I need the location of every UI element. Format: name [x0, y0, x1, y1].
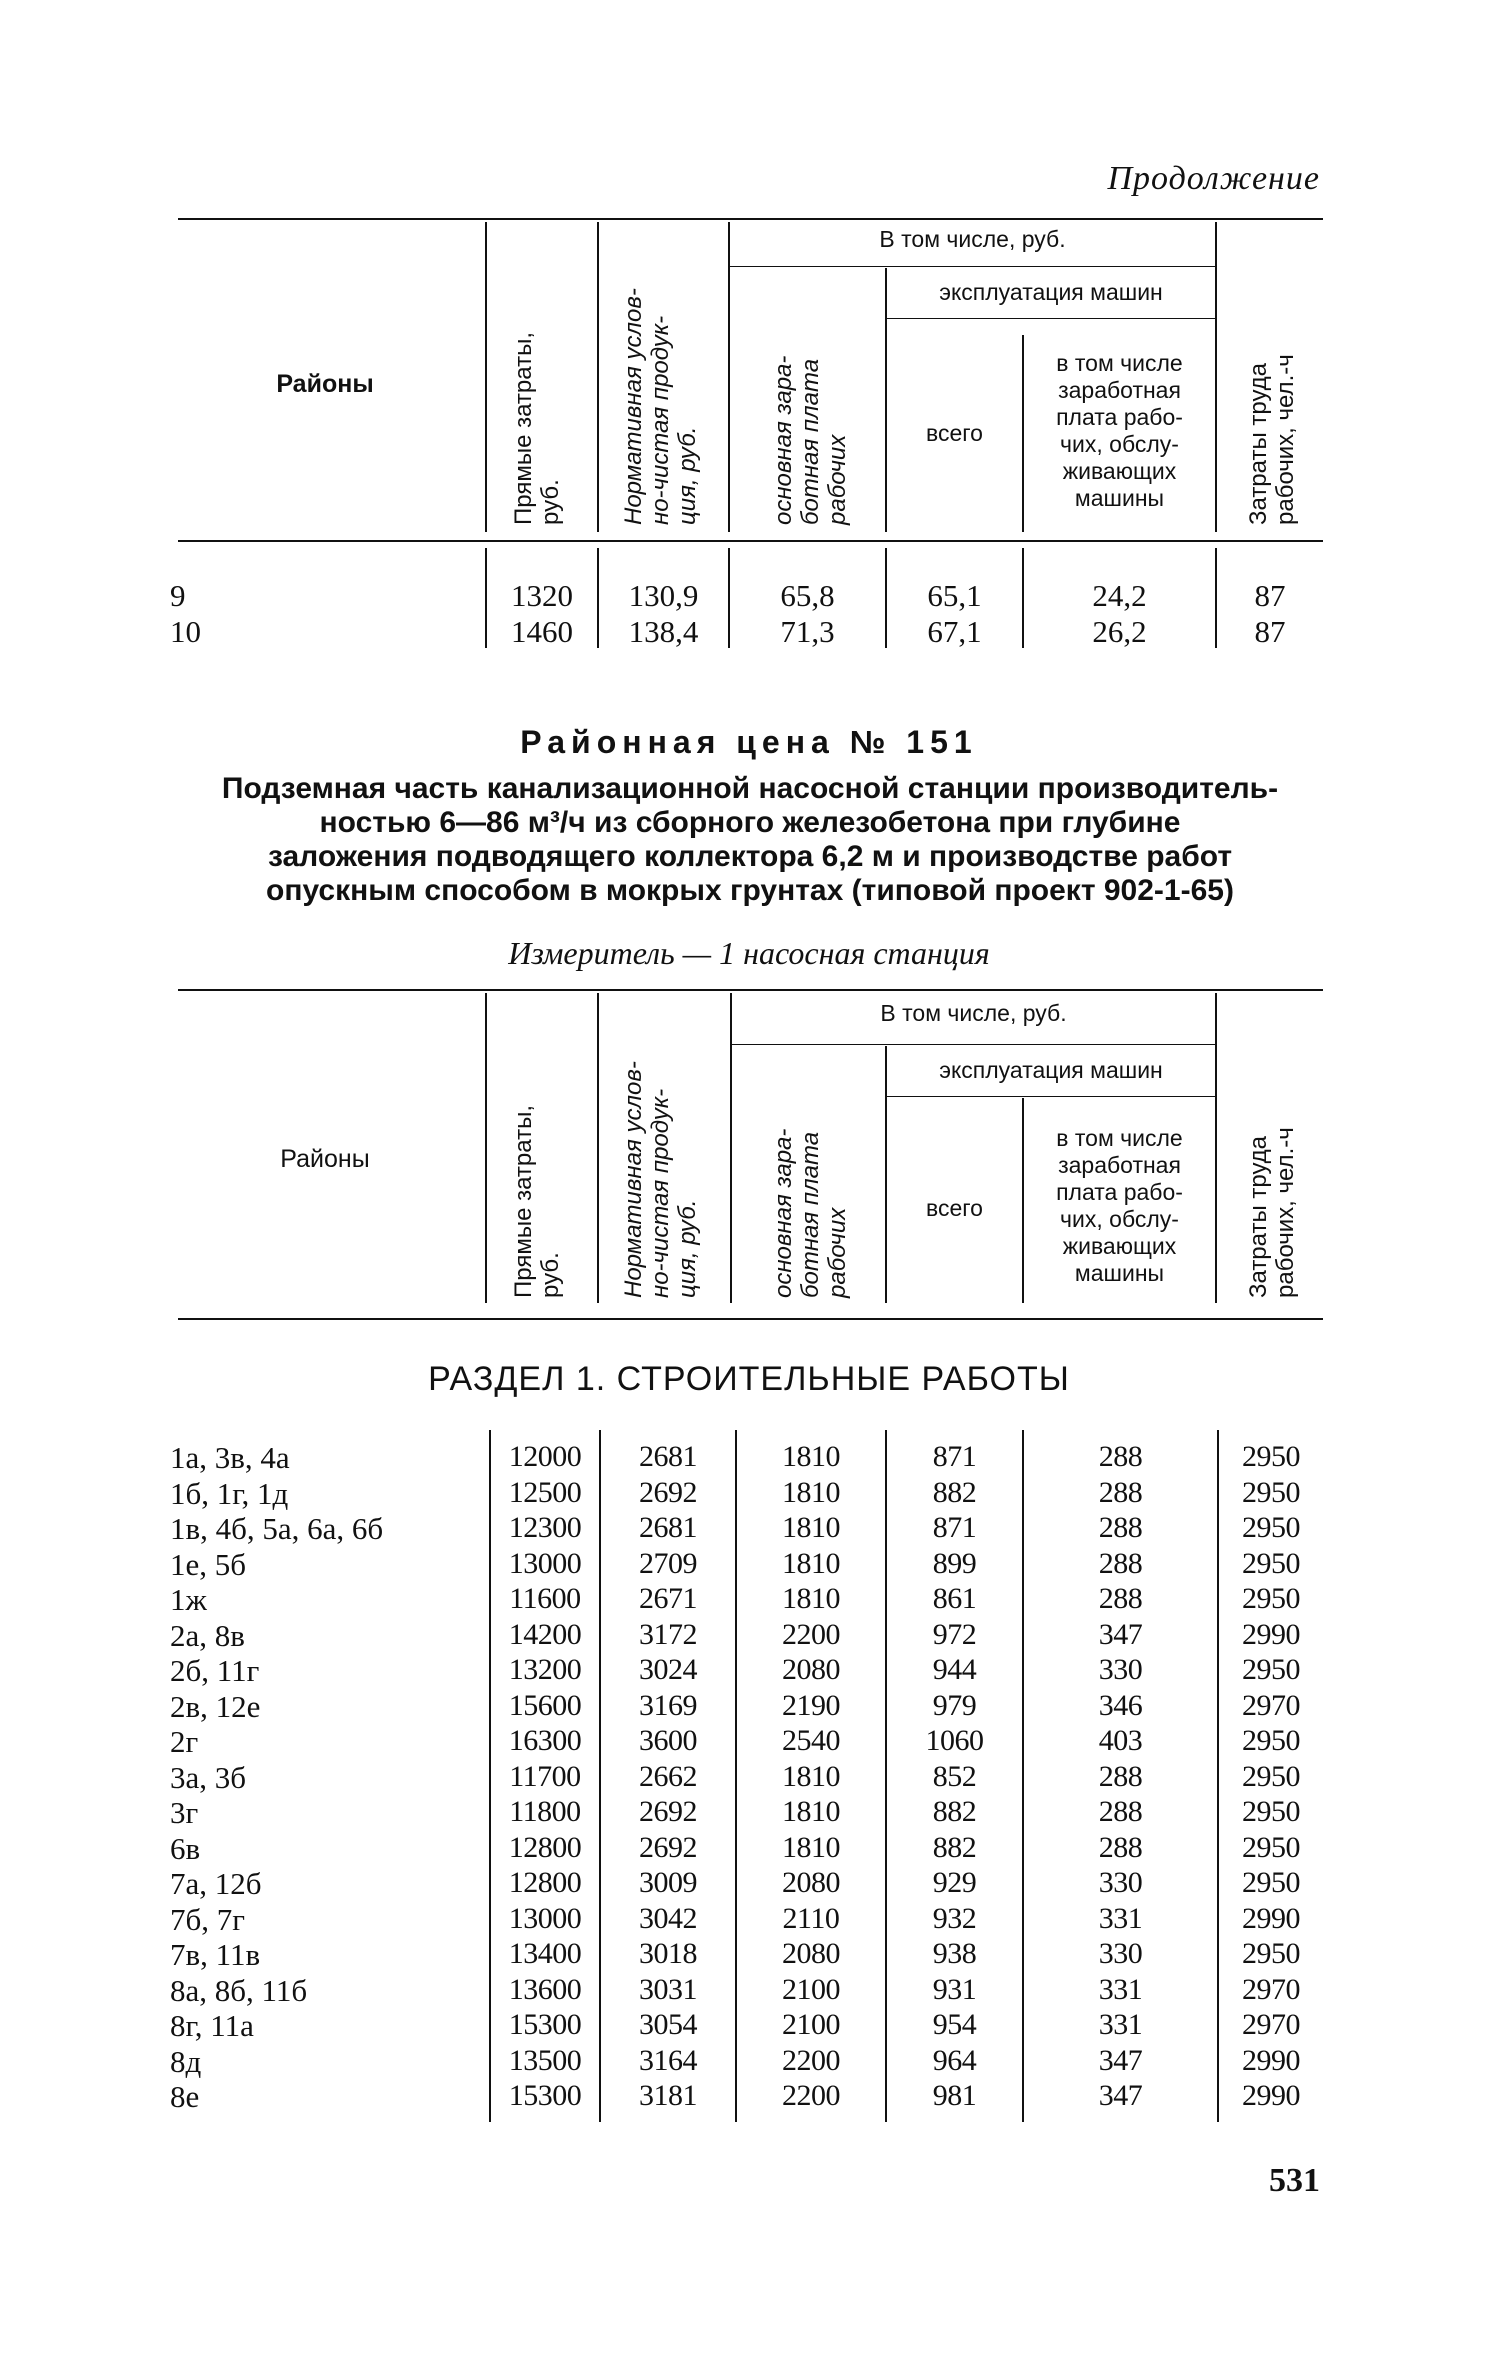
header-labor-costs: Затраты труда рабочих, чел.-ч — [1245, 1127, 1299, 1298]
wages-cell: 2200 — [782, 2043, 840, 2077]
district-cell: 2а, 8в — [170, 1617, 245, 1653]
wages-cell: 2100 — [782, 2008, 840, 2041]
machines-cell: 931 — [932, 1972, 977, 2006]
table2-group-rule — [732, 1044, 1215, 1045]
normative-cell: 2692 — [639, 1830, 697, 1864]
normative-cell: 3169 — [639, 1688, 697, 1722]
header-incl: В том числе, руб. — [880, 1000, 1067, 1026]
header-machine-operation: эксплуатация машин — [939, 279, 1163, 305]
wages-cell: 65,8 — [780, 578, 835, 613]
district-cell: 2в, 12е — [170, 1688, 261, 1724]
direct-cell: 13600 — [508, 1972, 582, 2006]
normative-cell: 138,4 — [628, 614, 699, 649]
header-base-wages: основная зара- ботная плата рабочих — [770, 1128, 851, 1298]
machines-cell: 954 — [932, 2008, 977, 2041]
district-cell: 10 — [170, 614, 201, 649]
direct-cell: 12800 — [508, 1830, 582, 1864]
machine-wages-cell: 347 — [1098, 2043, 1143, 2077]
wages-cell: 1810 — [782, 1475, 840, 1509]
header-total: всего — [926, 1195, 983, 1221]
direct-cell: 1320 — [511, 578, 573, 613]
district-cell: 7в, 11в — [170, 1937, 261, 1972]
header-rayony: Районы — [280, 1145, 370, 1173]
machine-wages-cell: 403 — [1098, 1724, 1143, 1757]
district-cell: 8д — [170, 2043, 202, 2079]
machine-wages-cell: 330 — [1098, 1937, 1143, 1970]
machine-wages-cell: 330 — [1098, 1653, 1143, 1686]
direct-cell: 13000 — [508, 1546, 582, 1580]
table1-col-rule — [597, 222, 599, 532]
direct-cell: 13400 — [508, 1937, 582, 1970]
wages-cell: 2200 — [782, 1617, 840, 1651]
labor-cell: 2950 — [1242, 1830, 1300, 1864]
subtitle-line: заложения подводящего коллектора 6,2 м и производстве работ — [267, 840, 1233, 873]
header-labor-costs: Затраты труда рабочих, чел.-ч — [1245, 354, 1299, 525]
labor-cell: 2970 — [1242, 2008, 1300, 2041]
header-base-wages: основная зара- ботная плата рабочих — [770, 355, 851, 525]
header-machine-wages: в том числе заработная плата рабо- чих, обслу- живающих машины — [1056, 1125, 1183, 1286]
normative-cell: 3024 — [639, 1653, 697, 1686]
direct-cell: 16300 — [508, 1724, 582, 1757]
machine-wages-cell: 331 — [1098, 1972, 1143, 2006]
table1-col-rule — [885, 268, 887, 532]
machines-cell: 67,1 — [927, 614, 982, 649]
direct-cell: 11700 — [509, 1759, 581, 1793]
labor-cell: 2970 — [1242, 1688, 1300, 1722]
direct-cell: 12300 — [508, 1511, 582, 1544]
direct-cell: 12500 — [508, 1475, 582, 1509]
machine-wages-cell: 331 — [1098, 2008, 1143, 2041]
normative-cell: 3042 — [639, 1901, 697, 1935]
direct-cell: 15300 — [508, 2008, 582, 2041]
table1-col-rule — [728, 222, 730, 532]
district-cell: 2б, 11г — [170, 1653, 260, 1688]
labor-cell: 2950 — [1242, 1475, 1300, 1509]
machines-cell: 882 — [932, 1795, 977, 1828]
header-direct-costs: Прямые затраты, руб. — [510, 332, 564, 525]
continuation-label: Продолжение — [1107, 160, 1320, 197]
district-cell: 8е — [170, 2079, 200, 2114]
machines-cell: 981 — [932, 2079, 977, 2112]
machine-wages-cell: 288 — [1098, 1830, 1143, 1864]
normative-cell: 3018 — [639, 1937, 697, 1970]
labor-cell: 2950 — [1242, 1937, 1300, 1970]
labor-cell: 2950 — [1242, 1866, 1300, 1899]
price-subtitle — [160, 772, 1340, 908]
machines-cell: 929 — [932, 1866, 977, 1899]
direct-cell: 12800 — [508, 1866, 582, 1899]
subtitle-line: Подземная часть канализационной насосной станции производитель- — [221, 772, 1279, 805]
district-cell: 1в, 4б, 5а, 6а, 6б — [170, 1511, 384, 1546]
table1-header-bottom-rule — [178, 540, 1323, 542]
normative-cell: 3054 — [639, 2008, 697, 2041]
machines-cell: 852 — [932, 1759, 977, 1793]
table2-col-rule — [597, 993, 599, 1303]
direct-cell: 13000 — [508, 1901, 582, 1935]
price-title: Районная цена № 151 — [520, 724, 978, 760]
wages-cell: 1810 — [782, 1795, 840, 1828]
district-cell: 9 — [170, 578, 186, 613]
direct-cell: 11600 — [509, 1582, 581, 1615]
normative-cell: 2681 — [639, 1440, 697, 1473]
section-title: РАЗДЕЛ 1. СТРОИТЕЛЬНЫЕ РАБОТЫ — [428, 1360, 1070, 1398]
wages-cell: 1810 — [782, 1440, 840, 1473]
table2-top-rule — [178, 989, 1323, 991]
labor-cell: 2950 — [1242, 1795, 1300, 1828]
header-incl: В том числе, руб. — [879, 226, 1066, 252]
normative-cell: 3164 — [639, 2043, 697, 2077]
normative-cell: 3031 — [639, 1972, 697, 2006]
labor-cell: 2990 — [1242, 1617, 1300, 1651]
wages-cell: 2110 — [782, 1901, 840, 1935]
district-cell: 3а, 3б — [170, 1759, 247, 1795]
machines-cell: 944 — [932, 1653, 977, 1686]
direct-cell: 15300 — [508, 2079, 582, 2112]
district-cell: 1ж — [170, 1582, 207, 1617]
machines-cell: 899 — [932, 1546, 977, 1580]
district-cell: 2г — [170, 1724, 199, 1759]
machines-cell: 964 — [932, 2043, 977, 2077]
wages-cell: 2190 — [782, 1688, 840, 1722]
labor-cell: 2950 — [1242, 1653, 1300, 1686]
machines-cell: 972 — [932, 1617, 977, 1651]
machine-wages-cell: 330 — [1098, 1866, 1143, 1899]
wages-cell: 2080 — [782, 1937, 840, 1970]
district-cell: 1а, 3в, 4а — [170, 1440, 290, 1475]
normative-cell: 2671 — [639, 1582, 697, 1615]
district-cell: 8г, 11а — [170, 2008, 254, 2043]
normative-cell: 3172 — [639, 1617, 697, 1651]
machine-wages-cell: 347 — [1098, 1617, 1143, 1651]
header-normative-production: Нормативная услов- но-чистая продук- ция, руб. — [620, 288, 701, 525]
machines-cell: 979 — [932, 1688, 977, 1722]
machines-cell: 882 — [932, 1830, 977, 1864]
direct-cell: 11800 — [509, 1795, 581, 1828]
direct-cell: 15600 — [508, 1688, 582, 1722]
machines-cell: 882 — [932, 1475, 977, 1509]
table1-subgroup-rule — [887, 318, 1215, 319]
machines-cell: 1060 — [925, 1724, 984, 1757]
labor-cell: 87 — [1254, 614, 1286, 649]
district-cell: 1б, 1г, 1д — [170, 1475, 289, 1511]
district-cell: 3г — [170, 1795, 199, 1830]
wages-cell: 1810 — [782, 1830, 840, 1864]
district-cell: 7б, 7г — [170, 1901, 245, 1937]
wages-cell: 71,3 — [780, 614, 835, 649]
machine-wages-cell: 288 — [1098, 1440, 1143, 1473]
normative-cell: 2709 — [639, 1546, 697, 1580]
table2-col-rule — [885, 1046, 887, 1303]
header-rayony: Районы — [276, 370, 374, 398]
header-direct-costs: Прямые затраты, руб. — [510, 1105, 564, 1298]
subtitle-line: ностью 6—86 м³/ч из сборного железобетона при глубине — [319, 806, 1181, 839]
wages-cell: 1810 — [782, 1511, 840, 1544]
normative-cell: 3181 — [639, 2079, 697, 2112]
normative-cell: 3600 — [639, 1724, 697, 1757]
district-cell: 8а, 8б, 11б — [170, 1972, 308, 2008]
machine-wages-cell: 288 — [1098, 1582, 1143, 1615]
labor-cell: 2950 — [1242, 1582, 1300, 1615]
normative-cell: 2681 — [639, 1511, 697, 1544]
machines-cell: 932 — [932, 1901, 977, 1935]
table1-top-rule — [178, 218, 1323, 220]
labor-cell: 2950 — [1242, 1724, 1300, 1757]
direct-cell: 14200 — [508, 1617, 582, 1651]
labor-cell: 2990 — [1242, 2043, 1300, 2077]
table1-col-rule — [1215, 222, 1217, 532]
header-machine-wages: в том числе заработная плата рабо- чих, обслу- живающих машины — [1056, 350, 1183, 511]
table2-col-rule — [730, 993, 732, 1303]
machine-wages-cell: 288 — [1098, 1795, 1143, 1828]
direct-cell: 1460 — [511, 614, 573, 649]
wages-cell: 2080 — [782, 1866, 840, 1899]
page-number: 531 — [1269, 2162, 1320, 2199]
normative-cell: 2662 — [639, 1759, 697, 1793]
machine-wages-cell: 288 — [1098, 1475, 1143, 1509]
direct-cell: 13500 — [508, 2043, 582, 2077]
wages-cell: 1810 — [782, 1759, 840, 1793]
header-normative-production: Нормативная услов- но-чистая продук- ция, руб. — [620, 1061, 701, 1298]
machines-cell: 871 — [932, 1440, 977, 1473]
machine-wages-cell: 288 — [1098, 1546, 1143, 1580]
labor-cell: 2950 — [1242, 1546, 1300, 1580]
wages-cell: 2080 — [782, 1653, 840, 1686]
normative-cell: 2692 — [639, 1795, 697, 1828]
machine-wages-cell: 346 — [1098, 1688, 1143, 1722]
machine-wages-cell: 331 — [1098, 1901, 1143, 1935]
direct-cell: 13200 — [508, 1653, 582, 1686]
table1-group-rule — [730, 266, 1215, 267]
labor-cell: 87 — [1254, 578, 1286, 613]
machines-cell: 938 — [932, 1937, 977, 1970]
labor-cell: 2990 — [1242, 2079, 1300, 2112]
measure-unit: Измеритель — 1 насосная станция — [508, 935, 990, 971]
header-total: всего — [926, 420, 983, 446]
table2-header-bottom-rule — [178, 1318, 1323, 1320]
wages-cell: 1810 — [782, 1582, 840, 1615]
labor-cell: 2990 — [1242, 1901, 1300, 1935]
table1-col-rule — [485, 222, 487, 532]
normative-cell: 2692 — [639, 1475, 697, 1509]
labor-cell: 2950 — [1242, 1759, 1300, 1793]
district-cell: 1е, 5б — [170, 1546, 247, 1582]
subtitle-line: опускным способом в мокрых грунтах (типовой проект 902-1-65) — [266, 874, 1234, 907]
labor-cell: 2970 — [1242, 1972, 1300, 2006]
table2-col-rule — [1215, 993, 1217, 1303]
wages-cell: 2100 — [782, 1972, 840, 2006]
machine-wages-cell: 347 — [1098, 2079, 1143, 2112]
machines-cell: 65,1 — [927, 578, 982, 613]
district-cell: 6в — [170, 1830, 201, 1866]
machine-wages-cell: 24,2 — [1092, 578, 1147, 613]
header-machine-operation: эксплуатация машин — [939, 1057, 1163, 1083]
machines-cell: 861 — [932, 1582, 977, 1615]
labor-cell: 2950 — [1242, 1511, 1300, 1544]
wages-cell: 2200 — [782, 2079, 840, 2112]
table2-subgroup-rule — [887, 1096, 1215, 1097]
machine-wages-cell: 288 — [1098, 1511, 1143, 1544]
normative-cell: 3009 — [639, 1866, 697, 1899]
wages-cell: 1810 — [782, 1546, 840, 1580]
machine-wages-cell: 26,2 — [1092, 614, 1147, 649]
district-cell: 7а, 12б — [170, 1866, 262, 1901]
machine-wages-cell: 288 — [1098, 1759, 1143, 1793]
labor-cell: 2950 — [1242, 1440, 1300, 1473]
normative-cell: 130,9 — [628, 578, 699, 613]
table2-col-rule — [485, 993, 487, 1303]
direct-cell: 12000 — [508, 1440, 582, 1473]
machines-cell: 871 — [932, 1511, 977, 1544]
wages-cell: 2540 — [782, 1724, 840, 1757]
